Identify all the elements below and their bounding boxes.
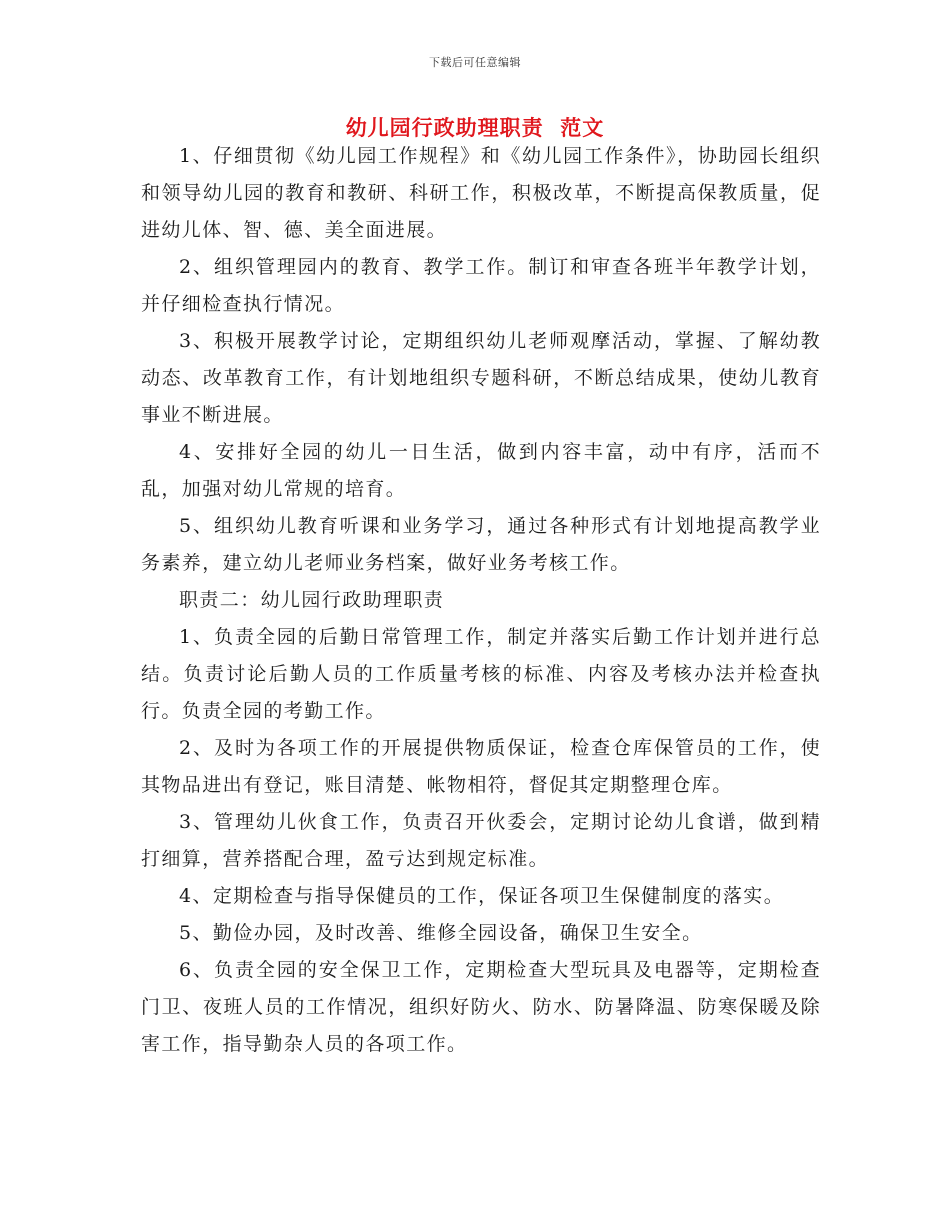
paragraph-4: 4、安排好全园的幼儿一日生活，做到内容丰富，动中有序，活而不乱，加强对幼儿常规的培育。	[141, 441, 821, 500]
paragraph-2: 2、组织管理园内的教育、教学工作。制订和审查各班半年教学计划，并仔细检查执行情况。	[141, 256, 821, 315]
document-body	[141, 138, 821, 1063]
paragraph-8: 3、管理幼儿伙食工作，负责召开伙委会，定期讨论幼儿食谱，做到精打细算，营养搭配合理，盈亏达到规定标准。	[141, 811, 821, 870]
paragraph-9: 4、定期检查与指导保健员的工作，保证各项卫生保健制度的落实。	[179, 885, 785, 907]
paragraph-1: 1、仔细贯彻《幼儿园工作规程》和《幼儿园工作条件》，协助园长组织和领导幼儿园的教育和教研、科研工作，积极改革，不断提高保教质量，促进幼儿体、智、德、美全面进展。	[141, 145, 821, 241]
document-title: 幼儿园行政助理职责 范文	[345, 115, 605, 140]
section-heading: 职责二：幼儿园行政助理职责	[179, 589, 445, 611]
paragraph-11: 6、负责全园的安全保卫工作，定期检查大型玩具及电器等，定期检查门卫、夜班人员的工作情况，组织好防火、防水、防暑降温、防寒保暖及除害工作，指导勤杂人员的各项工作。	[141, 959, 821, 1055]
paragraph-10: 5、勤俭办园，及时改善、维修全园设备，确保卫生安全。	[179, 922, 703, 944]
paragraph-7: 2、及时为各项工作的开展提供物质保证，检查仓库保管员的工作，使其物品进出有登记，账目清楚、帐物相符，督促其定期整理仓库。	[141, 737, 821, 796]
paragraph-5: 5、组织幼儿教育听课和业务学习，通过各种形式有计划地提高教学业务素养，建立幼儿老师业务档案，做好业务考核工作。	[141, 515, 821, 574]
paragraph-6: 1、负责全园的后勤日常管理工作，制定并落实后勤工作计划并进行总结。负责讨论后勤人员的工作质量考核的标准、内容及考核办法并检查执行。负责全园的考勤工作。	[141, 626, 821, 722]
header-note: 下载后可任意编辑	[429, 56, 521, 69]
paragraph-3: 3、积极开展教学讨论，定期组织幼儿老师观摩活动，掌握、了解幼教动态、改革教育工作，有计划地组织专题科研，不断总结成果，使幼儿教育事业不断进展。	[141, 330, 821, 426]
